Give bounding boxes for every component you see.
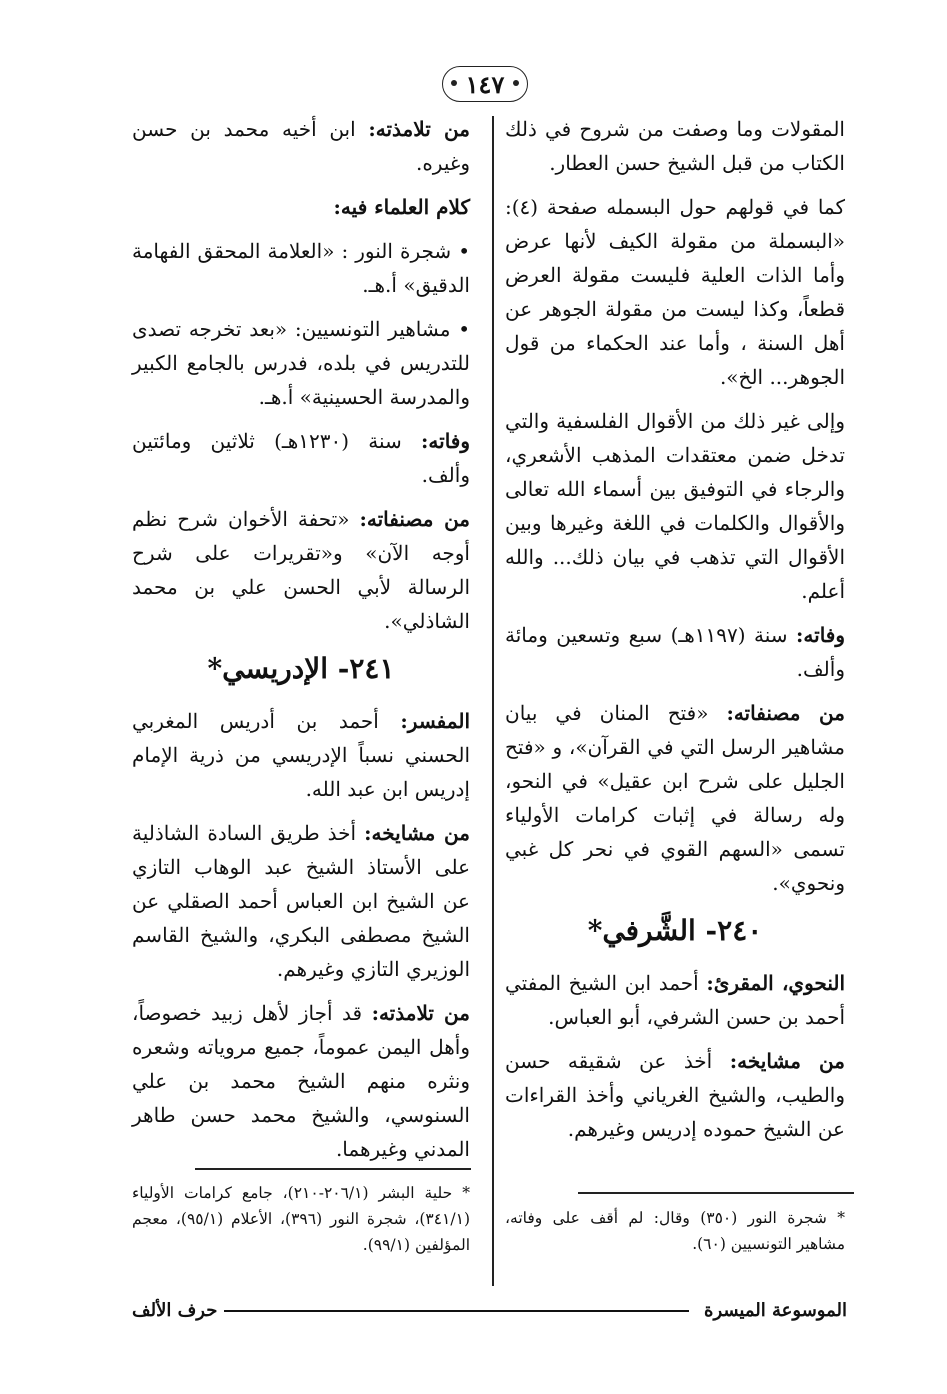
death-text: سنة (١٢٣٠هـ) ثلاثين ومائتين وألف. (132, 429, 470, 487)
teachers-paragraph (505, 1044, 845, 1146)
works-paragraph (132, 502, 470, 638)
left-column (132, 112, 470, 1176)
works-text: «تحفة الأخوان شرح نظم أوجه الآن» و«تقريرات على شرح الرسالة لأبي الحسن علي بن محمد الشاذلي». (132, 507, 470, 633)
title-text: أحمد ابن الشيخ المفتي أحمد بن حسن الشرفي، أبو العباس. (505, 971, 845, 1029)
paragraph: وإلى غير ذلك من الأقوال الفلسفية والتي تدخل ضمن معتقدات المذهب الأشعري، والرجاء في التوفيق بين أسماء الله تعالى والأقوال والكلمات في اللغة وغيرها وبين الأقوال التي تذهب في بيان ذلك... والله أعلم. (505, 409, 845, 603)
right-column (505, 112, 845, 1156)
entry-heading: ٢٤٠- الشَّرفي* (587, 914, 763, 947)
entry-heading: ٢٤١- الإدريسي* (207, 652, 395, 685)
column-divider (492, 116, 494, 1286)
footer-section-title: حرف الألف (132, 1300, 218, 1321)
title-paragraph (132, 704, 470, 806)
footer-book-title: الموسوعة الميسرة (704, 1300, 847, 1321)
footer-line (224, 1310, 689, 1312)
scholars-heading: كلام العلماء فيه: (333, 195, 470, 219)
paragraph: كما في قولهم حول البسمله صفحة (٤): «البسملة من مقولة الكيف لأنها عرض وأما الذات العلية فليست مقولة العرض قطعاً، وكذا ليست من مقولة الجوهر عن أهل السنة ، وأما عند الحكماء من قول الجوهر... الخ». (505, 195, 845, 389)
death-paragraph (132, 424, 470, 492)
footnote-right: * شجرة النور (٣٥٠) وقال: لم أقف على وفاته، مشاهير التونسيين (٦٠). (505, 1209, 845, 1253)
footnote-rule (195, 1168, 471, 1170)
footnote-rule (578, 1192, 854, 1194)
teachers-text: أخذ عن شقيقه حسن والطيب، والشيخ الغرياني وأخذ القراءات عن الشيخ حموده إدريس وغيرهم. (505, 1049, 845, 1141)
quote-paragraph: • مشاهير التونسيين: «بعد تخرجه تصدى للتدريس في بلده، فدرس بالجامع الكبير والمدرسة الحسينية» أ.هـ. (132, 317, 470, 409)
teachers-label: من مشايخه: (729, 1049, 845, 1073)
students-paragraph (132, 112, 470, 180)
teachers-text: أخذ طريق السادة الشاذلية على الأستاذ الشيخ عبد الوهاب التازي عن الشيخ ابن العباس أحمد الصقلي عن الشيخ مصطفى البكري، والشيخ القاسم الوزيري التازي وغيرهم. (132, 821, 470, 981)
title-paragraph (505, 966, 845, 1034)
ornament-dot (451, 80, 457, 86)
death-paragraph (505, 618, 845, 686)
ornament-dot (513, 80, 519, 86)
death-label: وفاته: (796, 623, 845, 647)
students-text: قد أجاز لأهل زبيد خصوصاً، وأهل اليمن عموماً، جميع مروياته وشعره ونثره منهم الشيخ محمد بن علي السنوسي، والشيخ محمد حسن طاهر المدني وغيرهما. (132, 1001, 470, 1161)
works-text: «فتح المنان في بيان مشاهير الرسل التي في القرآن»، و «فتح الجليل على شرح ابن عقيل» في النحو، وله رسالة في إثبات كرامات الأولياء تسمى «السهم القوي في نحر كل غبي ونحوي». (505, 701, 845, 895)
works-label: من مصنفاته: (359, 507, 471, 531)
title-text: أحمد بن أدريس المغربي الحسني نسباً الإدريسي من ذرية الإمام إدريس ابن عبد الله. (132, 709, 470, 801)
death-label: وفاته: (421, 429, 470, 453)
page-number-text: ١٤٧ (465, 69, 505, 99)
students-label: من تلامذته: (368, 117, 470, 141)
title-label: النحوي، المقرئ: (706, 971, 846, 995)
page-footer (132, 1300, 847, 1320)
teachers-paragraph (132, 816, 470, 986)
works-label: من مصنفاته: (726, 701, 845, 725)
students-paragraph (132, 996, 470, 1166)
works-paragraph (505, 696, 845, 900)
paragraph: المقولات وما وصفت من شروح في ذلك الكتاب من قبل الشيخ حسن العطار. (505, 117, 845, 175)
students-label: من تلامذته: (371, 1001, 470, 1025)
teachers-label: من مشايخه: (364, 821, 470, 845)
students-text: ابن أخيه محمد بن حسن وغيره. (132, 117, 470, 175)
page-number (442, 66, 528, 102)
death-text: سنة (١١٩٧هـ) سبع وتسعين ومائة وألف. (505, 623, 845, 681)
title-label: المفسر: (400, 709, 470, 733)
quote-paragraph: • شجرة النور : «العلامة المحقق الفهامة الدقيق» أ.هـ. (132, 239, 470, 297)
footnote-left: * حلية البشر (٢٠٦/١-٢١٠)، جامع كرامات الأولياء (٣٤١/١)، شجرة النور (٣٩٦)، الأعلام (٩٥/١)، معجم المؤلفين (٩٩/١). (132, 1184, 470, 1254)
